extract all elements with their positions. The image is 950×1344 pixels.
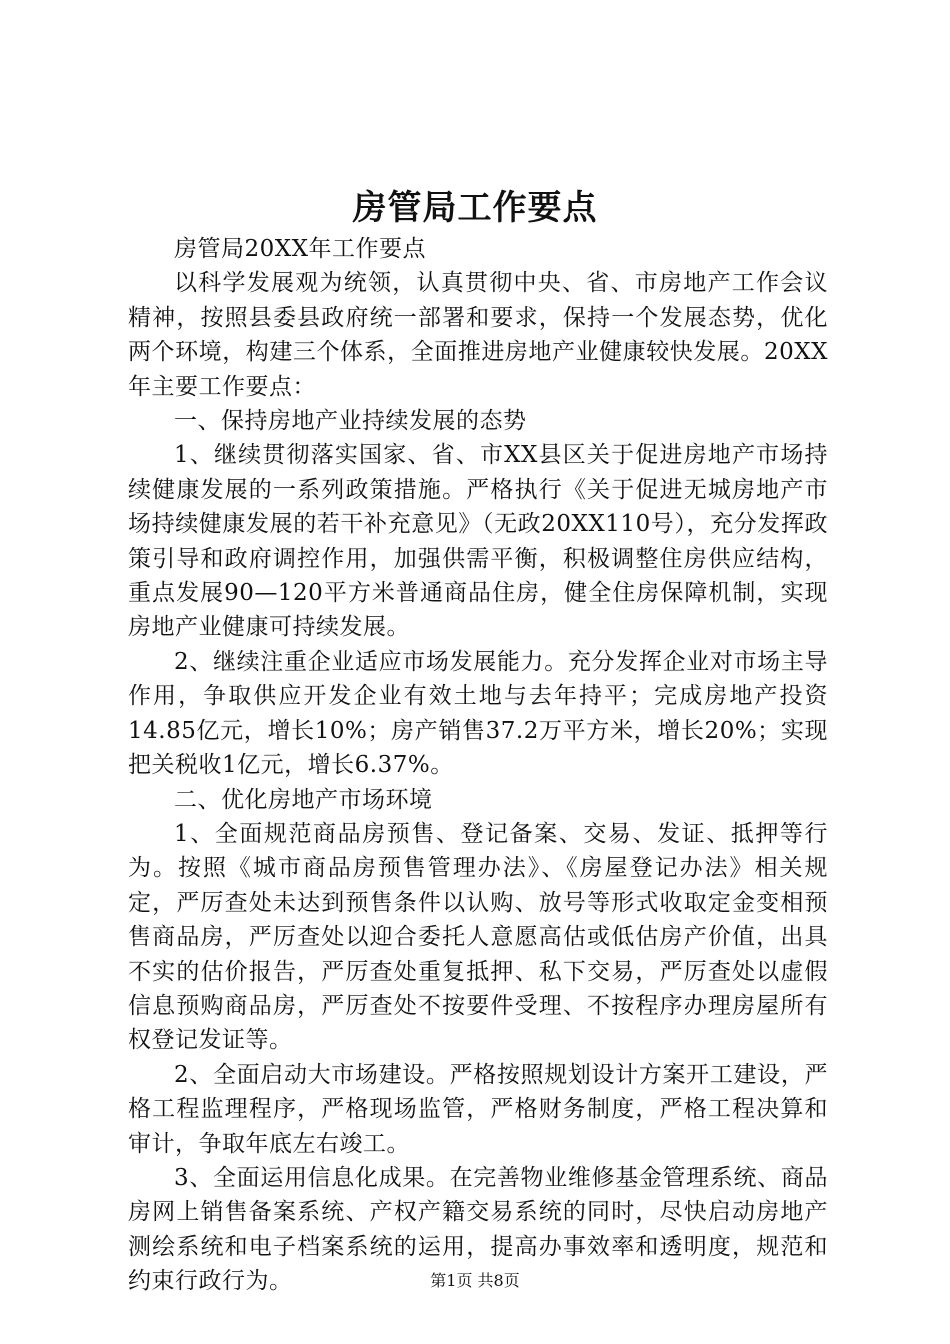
paragraph-subtitle: 房管局20XX年工作要点: [174, 236, 427, 262]
document-title: 房管局工作要点: [352, 188, 598, 228]
paragraph-2-3: 3、全面运用信息化成果。在完善物业维修基金管理系统、商品房网上销售备案系统、产权产籍交易系统的同时，尽快启动房地产测绘系统和电子档案系统的运用，提高办事效率和透明度，规范和约束行政行为。: [128, 1164, 828, 1295]
section-heading-2: 二、优化房地产市场环境: [174, 786, 433, 813]
page-footer: 第1页 共8页: [430, 1271, 520, 1290]
paragraph-2-1: 1、全面规范商品房预售、登记备案、交易、发证、抵押等行为。按照《城市商品房预售管理办法》、《房屋登记办法》相关规定，严厉查处未达到预售条件以认购、放号等形式收取定金变相预售商品房，严厉查处以迎合委托人意愿高估或低估房产价值，出具不实的估价报告，严厉查处重复抵押、私下交易，严厉查处以虚假信息预购商品房，严厉查处不按要件受理、不按程序办理房屋所有权登记发证等。: [128, 820, 828, 1054]
paragraph-intro: 以科学发展观为统领，认真贯彻中央、省、市房地产工作会议精神，按照县委县政府统一部署和要求，保持一个发展态势，优化两个环境，构建三个体系，全面推进房地产业健康较快发展。20XX年主要工作要点：: [128, 270, 828, 400]
paragraph-1-1: 1、继续贯彻落实国家、省、市XX县区关于促进房地产市场持续健康发展的一系列政策措施。严格执行《关于促进无城房地产市场持续健康发展的若干补充意见》（无政20XX110号），充分发挥政策引导和政府调控作用，加强供需平衡，积极调整住房供应结构，重点发展90—120平方米普通商品住房，健全住房保障机制，实现房地产业健康可持续发展。: [128, 442, 828, 641]
paragraph-1-2: 2、继续注重企业适应市场发展能力。充分发挥企业对市场主导作用，争取供应开发企业有效土地与去年持平；完成房地产投资14.85亿元，增长10%；房产销售37.2万平方米，增长20%；实现把关税收1亿元，增长6.37%。: [128, 648, 828, 779]
section-heading-1: 一、保持房地产业持续发展的态势: [174, 408, 527, 435]
document-body: [128, 232, 828, 1299]
paragraph-2-2: 2、全面启动大市场建设。严格按照规划设计方案开工建设，严格工程监理程序，严格现场监管，严格财务制度，严格工程决算和审计，争取年底左右竣工。: [128, 1061, 828, 1157]
